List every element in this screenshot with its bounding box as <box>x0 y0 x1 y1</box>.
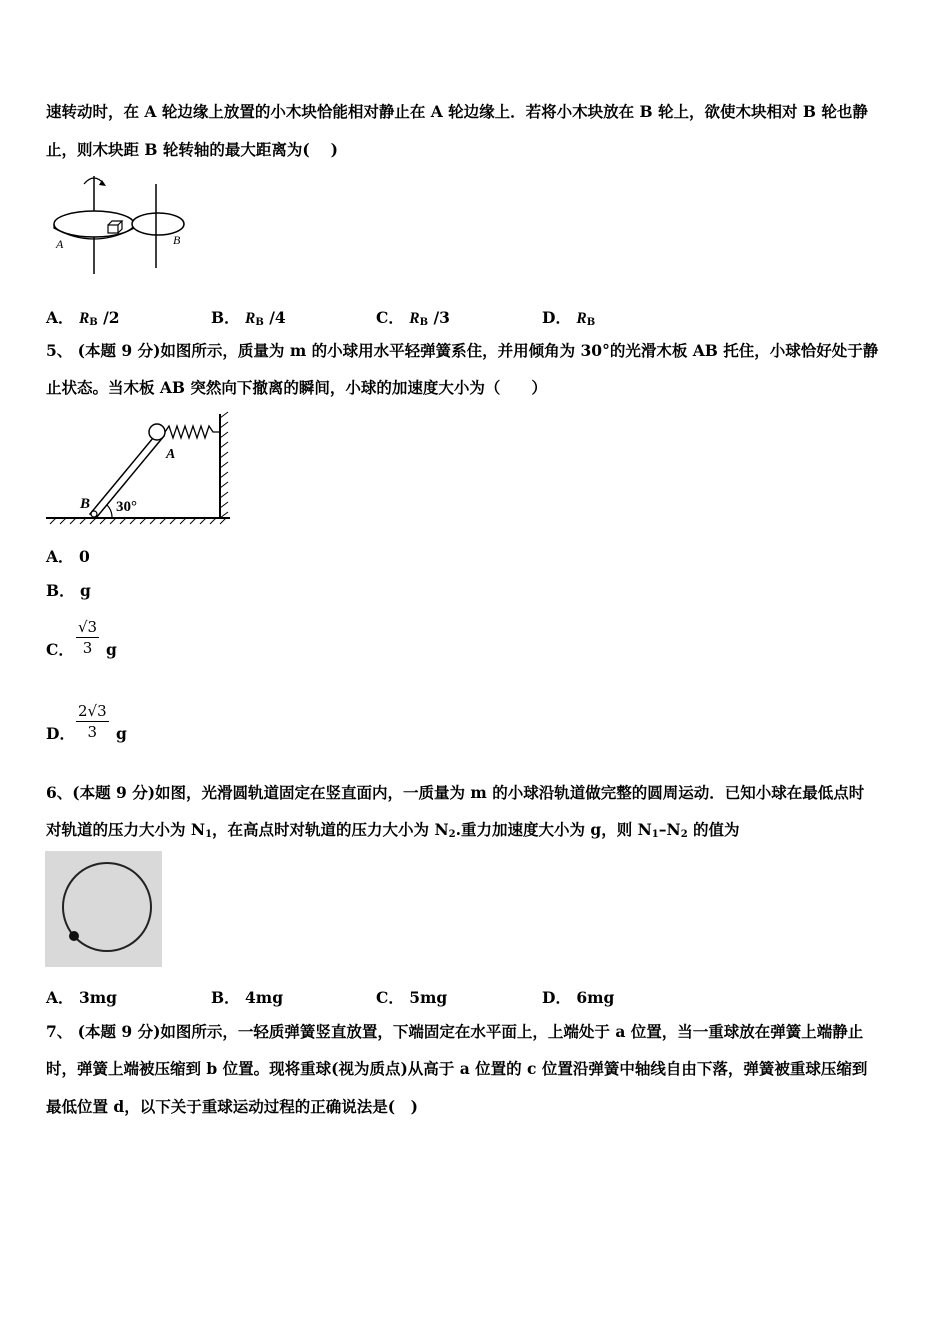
q4-label-b: B <box>173 233 181 247</box>
q4-option-a[interactable]: A． $R_B$ /2 <box>46 308 120 328</box>
q5-option-c-denominator: 3 <box>82 639 93 657</box>
q5-option-c-fraction <box>76 617 99 658</box>
q4-label-a: A <box>56 237 64 251</box>
q5-label-a: A <box>166 447 176 462</box>
q5-angle-label: 30° <box>116 499 137 515</box>
q5-option-d-denominator: 3 <box>87 723 98 741</box>
q5-incline-figure <box>46 410 236 528</box>
q5-text-line-1: 5、 (本题 9 分)如图所示，质量为 m 的小球用水平轻弹簧系住，并用倾角为 30°的光滑木板 AB 托住，小球恰好处于静 <box>46 341 879 360</box>
q7-text-line-1: 7、 (本题 9 分)如图所示，一轻质弹簧竖直放置，下端固定在水平面上，上端处于 a 位置，当一重球放在弹簧上端静止 <box>46 1022 864 1041</box>
q4-option-c[interactable]: C． $R_B$ /3 <box>376 308 450 328</box>
q4-wheels-figure <box>46 168 196 278</box>
q5-option-c-numerator: √3 <box>78 618 98 636</box>
q6-option-d[interactable]: D． 6mg <box>542 988 615 1007</box>
q4-text-line-2: 止，则木块距 B 轮转轴的最大距离为( ) <box>46 140 338 159</box>
q5-option-d-numerator: 2√3 <box>78 702 107 720</box>
q5-option-d-key: D． <box>46 724 75 743</box>
q4-option-b[interactable]: B． $R_B$ /4 <box>211 308 286 328</box>
q5-option-d-unit: g <box>116 724 127 743</box>
q6-circle-track-figure <box>45 851 162 967</box>
q6-option-b[interactable]: B． 4mg <box>211 988 284 1007</box>
q6-text-line-2: 对轨道的压力大小为 $N_1$，在高点时对轨道的压力大小为 $N_2$.重力加速度大小为 g，则 $N_1-N_2$ 的值为 <box>46 820 740 840</box>
q4-option-d[interactable]: D． $R_B$ <box>542 308 596 328</box>
q7-text-line-3: 最低位置 d，以下关于重球运动过程的正确说法是( ) <box>46 1097 418 1116</box>
q5-option-d-fraction <box>76 701 109 742</box>
q6-option-a[interactable]: A． 3mg <box>46 988 117 1007</box>
q6-text-line-1: 6、(本题 9 分)如图，光滑圆轨道固定在竖直面内，一质量为 m 的小球沿轨道做完整的圆周运动．已知小球在最低点时 <box>46 783 865 802</box>
q4-text-line-1: 速转动时，在 A 轮边缘上放置的小木块恰能相对静止在 A 轮边缘上．若将小木块放在 B 轮上，欲使木块相对 B 轮也静 <box>46 102 868 121</box>
q5-option-b[interactable]: B． g <box>46 581 91 600</box>
q7-text-line-2: 时，弹簧上端被压缩到 b 位置。现将重球(视为质点)从高于 a 位置的 c 位置沿弹簧中轴线自由下落，弹簧被重球压缩到 <box>46 1059 868 1078</box>
q5-label-b: B <box>80 496 91 512</box>
q5-option-a[interactable]: A． 0 <box>46 547 90 566</box>
q5-option-c-unit: g <box>106 640 117 659</box>
q6-option-c[interactable]: C． 5mg <box>376 988 448 1007</box>
q5-option-c-key: C． <box>46 640 74 659</box>
q5-text-line-2: 止状态。当木板 AB 突然向下撤离的瞬间，小球的加速度大小为（ ） <box>46 378 547 397</box>
